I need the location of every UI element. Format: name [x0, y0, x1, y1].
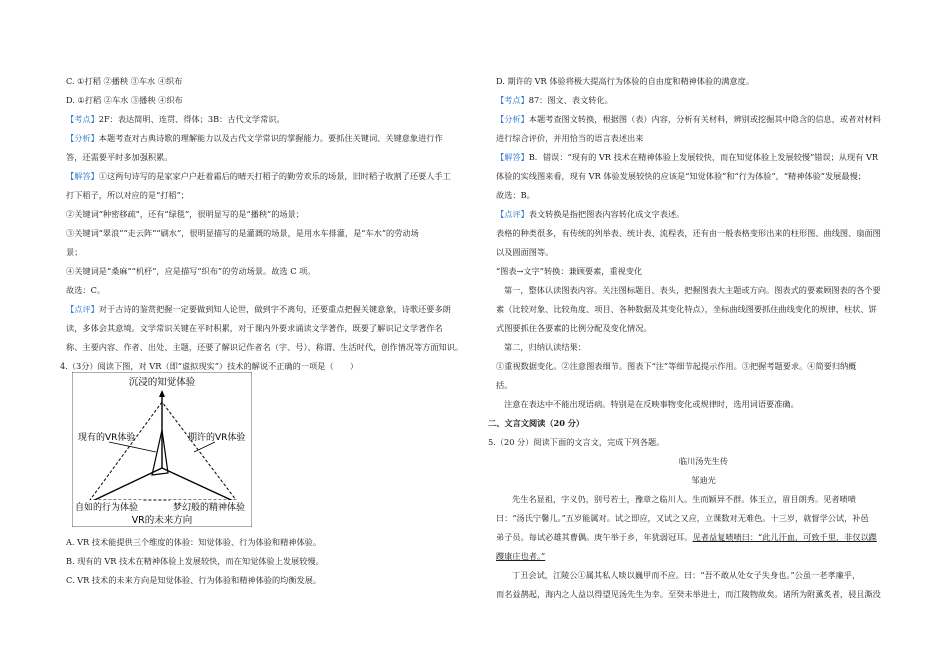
text-line: 体验的实线图来看，现有 VR 体验发展较快的应该是“知觉体验”和“行为体验”，“精神体验”发展最慢； [496, 171, 866, 181]
fenxi-tag: 【分析】 [66, 133, 99, 143]
text-line: 注意在表达中不能出现语病。特别是在反映事物变化或规律时，选用词语要准确。 [504, 399, 799, 409]
text-line: 读，多体会其意境。文学常识关键在平时积累，对于课内外要求诵读文学著作，既要了解识记文学著作名 [66, 323, 443, 333]
kaodian-line: 【考点】2F：表达简明、连贯、得体；3B：古代文学常识。 [66, 114, 285, 124]
jieda-tag: 【解答】 [66, 171, 99, 181]
dianping-tag: 【点评】 [66, 304, 99, 314]
option-a-q4: A. VR 技术能提供三个维度的体验：知觉体验、行为体验和精神体验。 [66, 537, 322, 547]
text-line: ③关键词“翠浪”“走云阵”“刷水”，很明显描写的是灌溉的场景，是用水车排灌，是“车水”的劳动场 [66, 228, 419, 238]
passage-author: 邹迪光 [691, 475, 716, 485]
passage-line: 先生名显祖，字义仍，别号若士，豫章之临川人。生而颖异不群。体玉立，眉目朗秀。见者啧啧 [512, 494, 856, 504]
jieda-line: 【解答】①这两句诗写的是家家户户赶着霜后的晴天打稻子的勤劳欢乐的场景，旧时稻子收割了还要人手工 [66, 171, 451, 181]
text-line: 以及圆面图等。 [496, 247, 554, 257]
option-c-q4: C. VR 技术的未来方向是知觉体验、行为体验和精神体验的均衡发展。 [66, 575, 322, 585]
question-4: 4.（3分）阅读下图，对 VR（即“虚拟现实”）技术的解说不正确的一项是（ ） [60, 361, 359, 371]
passage-line: 丁丑会试，江陵公①属其私人啖以巍甲而不应。曰：“吾不敢从处女子失身也。”公虽一老孝廉乎， [512, 570, 861, 580]
figure-caption: VR的未来方向 [131, 515, 193, 526]
passage-line: 而名益鹊起，海内之人益以得望见汤先生为幸。至癸未举进士，而江陵物故矣。诸所为附薰炙者，骎且澌没 [496, 589, 881, 599]
underlined-sentence: 见者益复啧啧曰：“此儿汗血，可致千里，非仅以蹀 [692, 532, 877, 542]
fenxi-tag: 【分析】 [496, 114, 529, 124]
option-b-q4: B. 现有的 VR 技术在精神体验上发展较快，而在知觉体验上发展较慢。 [66, 556, 324, 566]
label-current-vr: 现有的VR体验 [78, 433, 136, 443]
kaodian-line: 【考点】87：图文、表文转化。 [496, 95, 613, 105]
text-line: 式图要抓住各要素的比例分配及变化情况。 [496, 323, 652, 333]
fenxi-line: 【分析】本题考查图文转换，根据图（表）内容，分析有关材料，辨别或挖掘其中隐含的信息，或者对材料 [496, 114, 881, 124]
kaodian-tag: 【考点】 [66, 114, 99, 124]
arrow-top [159, 390, 165, 397]
option-d-q4: D. 期许的 VR 体验将极大提高行为体验的自由度和精神体验的满意度。 [496, 76, 755, 86]
text-line: 故选：C。 [66, 285, 106, 295]
vr-figure [72, 372, 252, 527]
section-heading: 二、文言文阅读（20 分） [488, 418, 585, 428]
text-line: 景； [66, 247, 83, 257]
option-c-q3: C. ①打稻 ②播秧 ③车水 ④织布 [66, 76, 183, 86]
axis-left [84, 468, 162, 505]
underlined-sentence: 躞康庄也者。” [496, 551, 546, 561]
text-line: 答，还需要平时多加强积累。 [66, 152, 173, 162]
dianping-line: 【点评】对于古诗的鉴赏把握一定要做到知人论世，做到字不离句，还要重点把握关键意象，诗歌还要多朗 [66, 304, 451, 314]
text-line: ②关键词“种密移疏”，还有“绿毯”，很明显写的是“播秧”的场景； [66, 209, 304, 219]
passage-title: 临川汤先生传 [678, 456, 729, 466]
dianping-tag: 【点评】 [496, 209, 529, 219]
text-line: ④关键词是“桑麻”“机杼”，应是描写“织布”的劳动场景。故选 C 项。 [66, 266, 316, 276]
passage-line: 弟子员。每试必雄其曹偶。庚午举于乡，年犹弱冠耳。见者益复啧啧曰：“此儿汗血，可致千里，非仅以蹀 [496, 532, 877, 542]
text-line: 称、主要内容、作者、出处、主题，还要了解识记作者名（字、号）、称谓、生活时代，创作情况等方面知识。 [66, 342, 464, 352]
text-line: 故选：B。 [496, 190, 535, 200]
pointer-current [109, 442, 156, 452]
text-line: 括。 [496, 380, 513, 390]
kaodian-tag: 【考点】 [496, 95, 529, 105]
passage-line: 曰：“汤氏宁馨儿。”五岁能属对。试之即应，又试之又应，立课数对无难色。十三岁，就督学公试，补邑 [496, 513, 869, 523]
text-line: 表格的种类很多，有传统的列举表、统计表、流程表，还有由一般表格变形出来的柱形图、曲线图、扇面图 [496, 228, 881, 238]
text-line: ①重视数据变化。②注意图表细节。图表下“注”等细节起提示作用。③把握考题要求。④简要归纳概 [496, 361, 857, 371]
fenxi-line: 【分析】本题考查对古典诗歌的理解能力以及古代文学常识的掌握能力。要抓住关键词、关键意象进行作 [66, 133, 443, 143]
jieda-line: 【解答】B．错误：“现有的 VR 技术在精神体验上发展较快，而在知觉体验上发展较慢”错误；从现有 VR [496, 152, 879, 162]
text-line: 素（比较对象、比较角度、项目、各种数据及其变化特点），坐标曲线图要抓住曲线变化的规律，柱状、饼 [496, 304, 877, 314]
text-line: “图表→文字”转换：兼顾要素，重视变化 [496, 266, 643, 276]
text-line: 打下稻子，所以对应的是“打稻”； [66, 190, 189, 200]
passage-line [496, 551, 911, 561]
pointer-expected [194, 442, 215, 452]
question-5: 5.（20 分）阅读下面的文言文，完成下列各题。 [488, 437, 665, 447]
label-expected-vr: 期许的VR体验 [188, 433, 246, 443]
text-line: 进行综合评价，并用恰当的语言表述出来 [496, 133, 644, 143]
label-behavior: 自如的行为体验 [75, 503, 139, 513]
text-line: 第二，归纳认读结果： [504, 342, 586, 352]
label-top: 沉浸的知觉体验 [128, 377, 196, 388]
label-spirit: 梦幻般的精神体验 [173, 503, 246, 513]
option-d-q3: D. ①打稻 ②车水 ③播秧 ④织布 [66, 95, 183, 105]
text-line: 第一，整体认读图表内容。关注图标题目、表头，把握图表大主题或方向。图表式的要素顾图表的各个要 [504, 285, 881, 295]
dianping-line: 【点评】表文转换是指把图表内容转化成文字表述。 [496, 209, 685, 219]
axis-right [162, 468, 242, 505]
expected-vr-triangle [90, 402, 236, 500]
jieda-tag: 【解答】 [496, 152, 529, 162]
